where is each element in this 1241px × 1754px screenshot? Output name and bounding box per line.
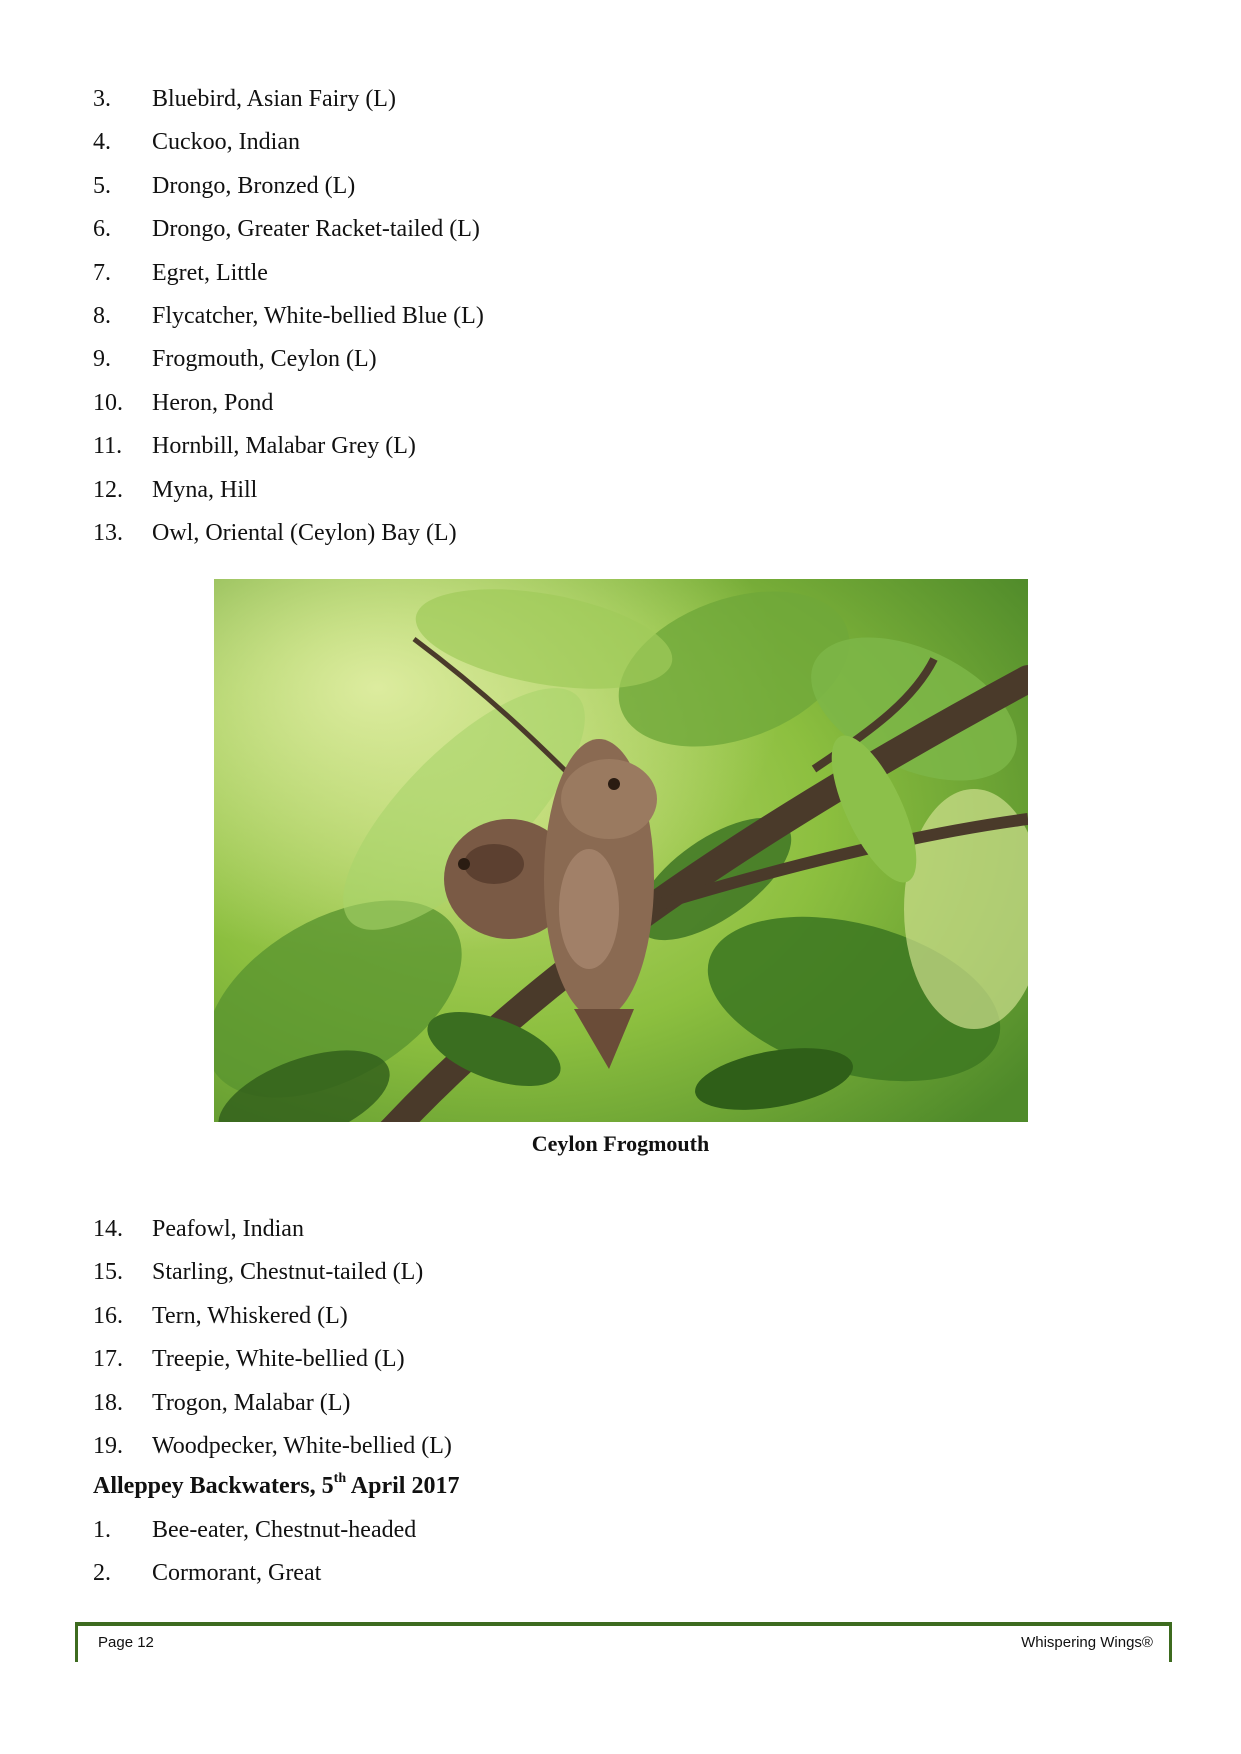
section-heading: Alleppey Backwaters, 5th April 2017 (93, 1471, 460, 1499)
footer-rule-left-tick (75, 1622, 78, 1662)
footer-brand: Whispering Wings® (1021, 1634, 1153, 1651)
footer-rule (75, 1622, 1172, 1626)
list-item: 11. Hornbill, Malabar Grey (L) (93, 433, 416, 460)
list-item: 10. Heron, Pond (93, 389, 274, 416)
list-item: 7. Egret, Little (93, 259, 268, 286)
list-item: 19. Woodpecker, White-bellied (L) (93, 1432, 452, 1459)
list-item: 4. Cuckoo, Indian (93, 129, 300, 156)
list-item: 2. Cormorant, Great (93, 1560, 322, 1587)
list-item: 13. Owl, Oriental (Ceylon) Bay (L) (93, 519, 457, 546)
list-item: 15. Starling, Chestnut-tailed (L) (93, 1259, 424, 1286)
frogmouth-photo (214, 579, 1028, 1122)
footer-rule-right-tick (1169, 1622, 1172, 1662)
species-list-continued-2 (93, 1208, 452, 1468)
photo-caption: Ceylon Frogmouth (531, 1131, 710, 1156)
list-item: 17. Treepie, White-bellied (L) (93, 1346, 405, 1373)
list-item: 3. Bluebird, Asian Fairy (L) (93, 86, 396, 112)
list-item: 14. Peafowl, Indian (93, 1216, 304, 1242)
species-list-continued (93, 78, 484, 555)
list-item: 18. Trogon, Malabar (L) (93, 1389, 351, 1416)
list-item: 9. Frogmouth, Ceylon (L) (93, 346, 377, 373)
list-item: 5. Drongo, Bronzed (L) (93, 172, 356, 199)
list-item: 8. Flycatcher, White-bellied Blue (L) (93, 302, 484, 329)
list-item: 6. Drongo, Greater Racket-tailed (L) (93, 216, 480, 243)
list-item: 12. Myna, Hill (93, 476, 258, 503)
alleppey-species-list (93, 1509, 416, 1596)
list-item: 1. Bee-eater, Chestnut-headed (93, 1517, 417, 1543)
list-item: 16. Tern, Whiskered (L) (93, 1302, 348, 1329)
page-number: Page 12 (98, 1634, 154, 1651)
